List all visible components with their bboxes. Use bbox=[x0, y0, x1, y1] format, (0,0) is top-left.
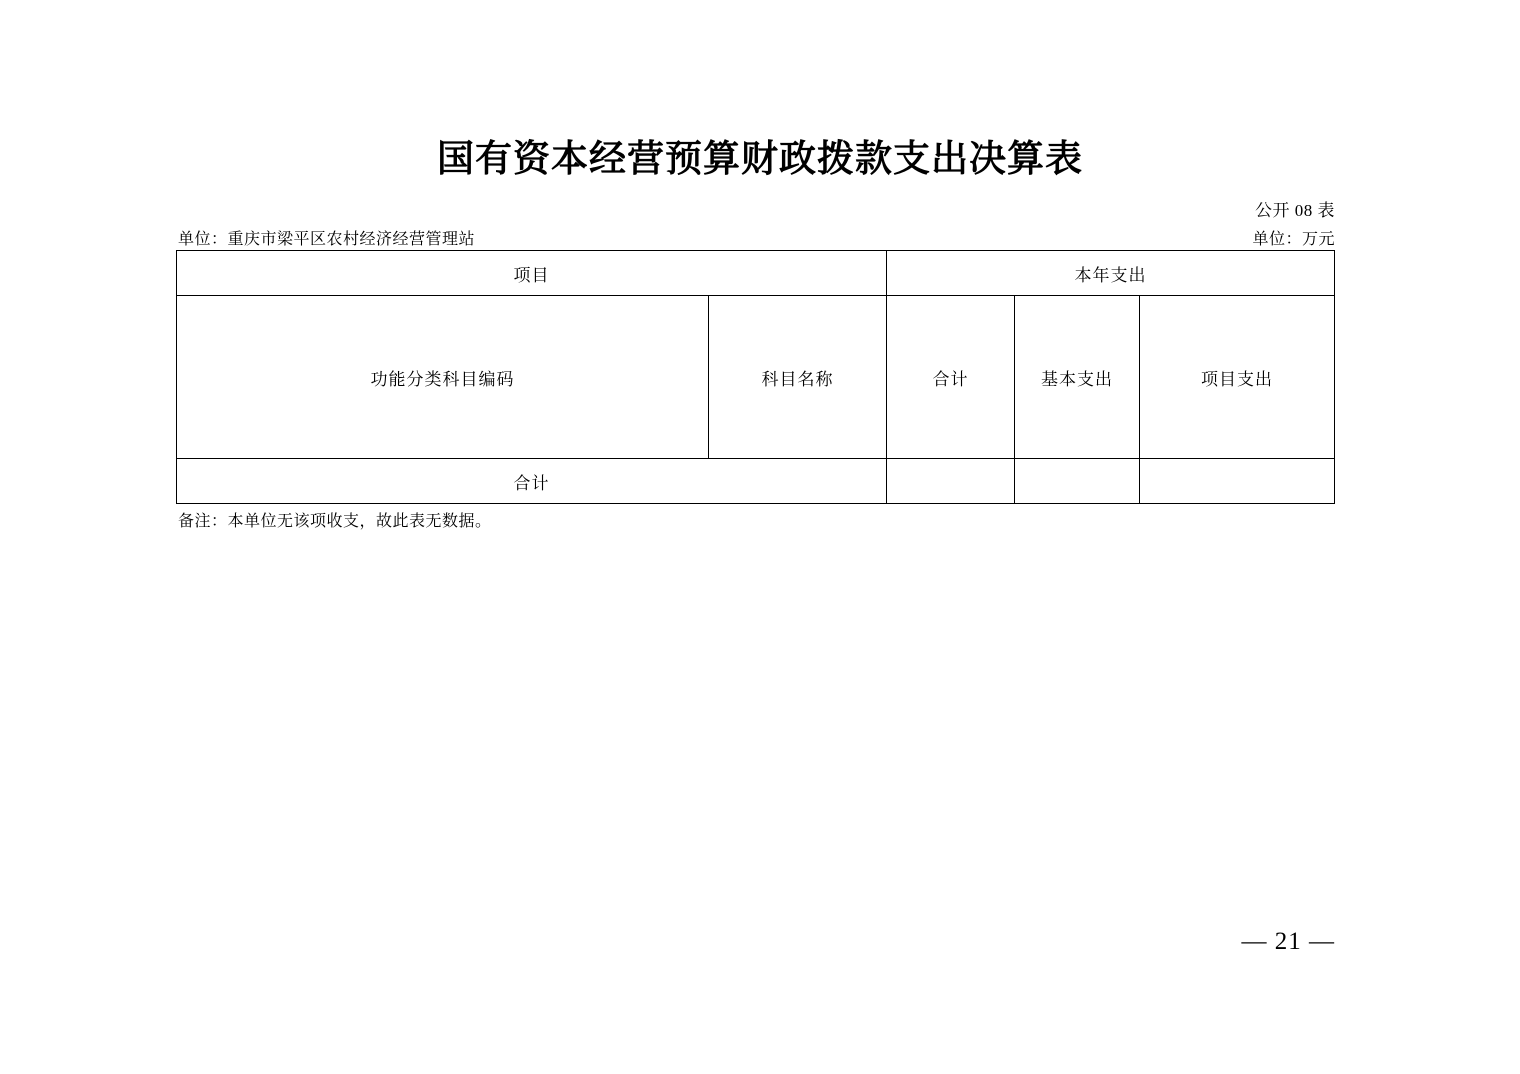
amount-unit-label: 单位：万元 bbox=[1252, 231, 1335, 248]
table-group-header-row bbox=[177, 251, 1335, 296]
unit-name-label: 单位：重庆市梁平区农村经济经营管理站 bbox=[178, 231, 476, 248]
page-title: 国有资本经营预算财政拨款支出决算表 bbox=[437, 139, 1083, 180]
group-header-current-year-expenditure: 本年支出 bbox=[887, 251, 1335, 296]
group-header-item: 项目 bbox=[177, 251, 887, 296]
column-header-function-code: 功能分类科目编码 bbox=[177, 296, 709, 459]
column-header-basic-expenditure: 基本支出 bbox=[1015, 296, 1140, 459]
table-column-header-row bbox=[177, 296, 1335, 459]
column-header-subject-name: 科目名称 bbox=[709, 296, 887, 459]
budget-table bbox=[176, 250, 1335, 504]
total-row-label: 合计 bbox=[177, 459, 887, 504]
table-remark: 备注：本单位无该项收支，故此表无数据。 bbox=[178, 513, 492, 530]
table-total-row bbox=[177, 459, 1335, 504]
column-header-total: 合计 bbox=[887, 296, 1015, 459]
form-code-label: 公开 08 表 bbox=[1255, 201, 1335, 220]
total-row-basic bbox=[1015, 459, 1140, 504]
total-row-sum bbox=[887, 459, 1015, 504]
page-number: — 21 — bbox=[1241, 928, 1335, 955]
column-header-project-expenditure: 项目支出 bbox=[1140, 296, 1335, 459]
total-row-project bbox=[1140, 459, 1335, 504]
